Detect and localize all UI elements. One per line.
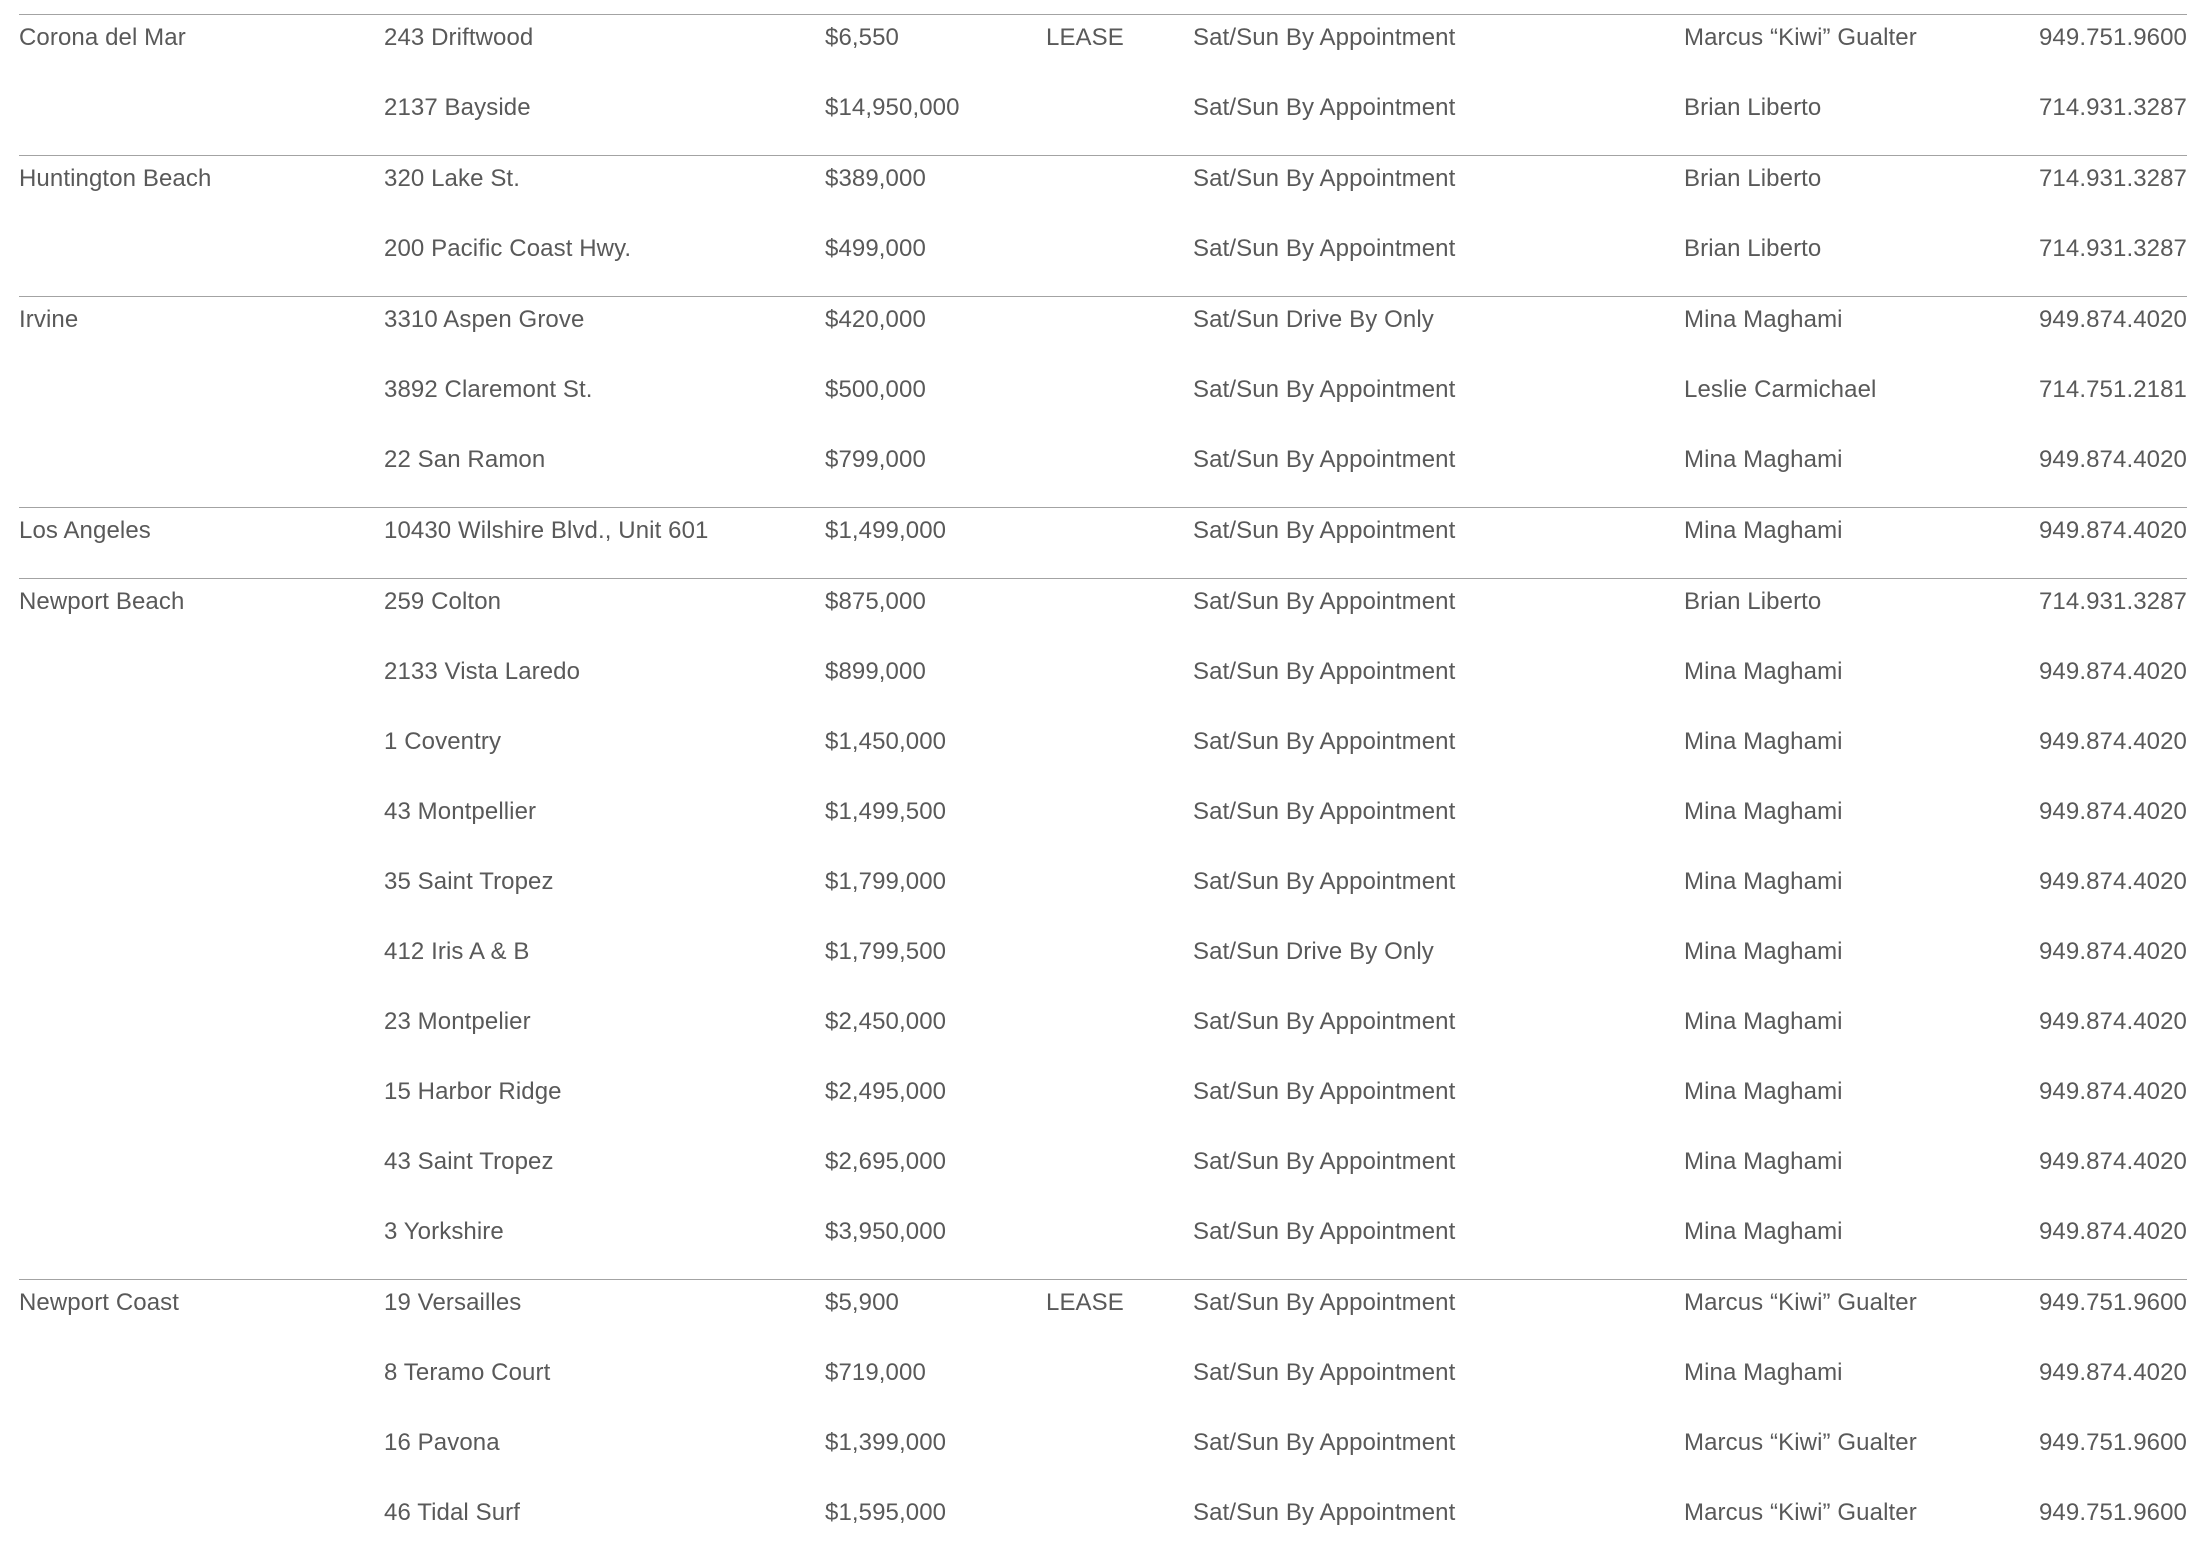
- listing-row: [19, 929, 2187, 999]
- showing-schedule: Sat/Sun By Appointment: [1193, 1218, 1456, 1245]
- listing-price: $1,450,000: [825, 728, 947, 755]
- listing-type: LEASE: [1046, 24, 1124, 51]
- listing-price: $899,000: [825, 658, 926, 685]
- agent-name: Marcus “Kiwi” Gualter: [1684, 1499, 1917, 1526]
- listing-row: [19, 719, 2187, 789]
- agent-phone: 949.751.9600: [2038, 24, 2187, 51]
- agent-phone: 949.874.4020: [2038, 728, 2187, 755]
- listing-price: $1,595,000: [825, 1499, 947, 1526]
- agent-phone: 949.874.4020: [2038, 446, 2187, 473]
- listing-price: $1,799,500: [825, 938, 947, 965]
- listing-price: $719,000: [825, 1359, 926, 1386]
- agent-phone: 949.874.4020: [2038, 1218, 2187, 1245]
- showing-schedule: Sat/Sun By Appointment: [1193, 165, 1456, 192]
- listing-address: 320 Lake St.: [384, 165, 520, 192]
- listing-address: 2133 Vista Laredo: [384, 658, 581, 685]
- agent-phone: 949.874.4020: [2038, 798, 2187, 825]
- agent-name: Leslie Carmichael: [1684, 376, 1877, 403]
- listing-price: $1,799,000: [825, 868, 947, 895]
- agent-name: Mina Maghami: [1684, 868, 1843, 895]
- showing-schedule: Sat/Sun By Appointment: [1193, 24, 1456, 51]
- listing-row: [19, 508, 2187, 578]
- showing-schedule: Sat/Sun By Appointment: [1193, 798, 1456, 825]
- showing-schedule: Sat/Sun Drive By Only: [1193, 306, 1434, 333]
- city-group: [19, 1279, 2187, 1560]
- showing-schedule: Sat/Sun By Appointment: [1193, 94, 1456, 121]
- city-group: [19, 578, 2187, 1279]
- listing-address: 8 Teramo Court: [384, 1359, 551, 1386]
- listing-address: 3892 Claremont St.: [384, 376, 593, 403]
- showing-schedule: Sat/Sun By Appointment: [1193, 728, 1456, 755]
- showing-schedule: Sat/Sun By Appointment: [1193, 1499, 1456, 1526]
- listing-address: 10430 Wilshire Blvd., Unit 601: [384, 517, 709, 544]
- listing-address: 243 Driftwood: [384, 24, 534, 51]
- listing-row: [19, 1209, 2187, 1279]
- listing-address: 35 Saint Tropez: [384, 868, 554, 895]
- city-name: Irvine: [19, 306, 79, 333]
- listing-row: [19, 85, 2187, 155]
- listing-row: [19, 789, 2187, 859]
- listing-address: 23 Montpelier: [384, 1008, 531, 1035]
- city-group: [19, 296, 2187, 507]
- listing-row: [19, 999, 2187, 1069]
- city-name: Newport Beach: [19, 588, 185, 615]
- city-group: [19, 14, 2187, 155]
- city-name: Newport Coast: [19, 1289, 180, 1316]
- listing-address: 2137 Bayside: [384, 94, 531, 121]
- agent-phone: 949.874.4020: [2038, 938, 2187, 965]
- listing-price: $2,450,000: [825, 1008, 947, 1035]
- listing-address: 3 Yorkshire: [384, 1218, 504, 1245]
- listing-price: $499,000: [825, 235, 926, 262]
- agent-phone: 714.931.3287: [2038, 94, 2187, 121]
- listing-address: 19 Versailles: [384, 1289, 522, 1316]
- agent-name: Brian Liberto: [1684, 588, 1822, 615]
- city-name: Corona del Mar: [19, 24, 186, 51]
- listing-price: $1,499,500: [825, 798, 947, 825]
- showing-schedule: Sat/Sun By Appointment: [1193, 1289, 1456, 1316]
- agent-phone: 949.874.4020: [2038, 1359, 2187, 1386]
- agent-name: Mina Maghami: [1684, 798, 1843, 825]
- agent-name: Marcus “Kiwi” Gualter: [1684, 1289, 1917, 1316]
- showing-schedule: Sat/Sun By Appointment: [1193, 517, 1456, 544]
- listing-address: 1 Coventry: [384, 728, 502, 755]
- agent-phone: 949.874.4020: [2038, 1078, 2187, 1105]
- agent-phone: 714.931.3287: [2038, 588, 2187, 615]
- agent-name: Mina Maghami: [1684, 517, 1843, 544]
- open-house-listings: [19, 14, 2187, 1560]
- agent-phone: 949.874.4020: [2038, 658, 2187, 685]
- showing-schedule: Sat/Sun By Appointment: [1193, 588, 1456, 615]
- agent-phone: 949.874.4020: [2038, 306, 2187, 333]
- listing-row: [19, 297, 2187, 367]
- showing-schedule: Sat/Sun By Appointment: [1193, 1008, 1456, 1035]
- agent-name: Marcus “Kiwi” Gualter: [1684, 1429, 1917, 1456]
- agent-name: Mina Maghami: [1684, 1218, 1843, 1245]
- listing-row: [19, 226, 2187, 296]
- listing-address: 200 Pacific Coast Hwy.: [384, 235, 632, 262]
- agent-name: Brian Liberto: [1684, 235, 1822, 262]
- listing-price: $6,550: [825, 24, 900, 51]
- listing-address: 259 Colton: [384, 588, 502, 615]
- listing-type: LEASE: [1046, 1289, 1124, 1316]
- listing-row: [19, 859, 2187, 929]
- city-name: Huntington Beach: [19, 165, 212, 192]
- listing-row: [19, 156, 2187, 226]
- showing-schedule: Sat/Sun By Appointment: [1193, 376, 1456, 403]
- agent-phone: 949.751.9600: [2038, 1429, 2187, 1456]
- agent-phone: 714.931.3287: [2038, 235, 2187, 262]
- listing-row: [19, 437, 2187, 507]
- listing-address: 43 Montpellier: [384, 798, 537, 825]
- showing-schedule: Sat/Sun By Appointment: [1193, 1429, 1456, 1456]
- listing-price: $500,000: [825, 376, 926, 403]
- city-group: [19, 507, 2187, 578]
- listing-price: $14,950,000: [825, 94, 960, 121]
- listing-price: $5,900: [825, 1289, 900, 1316]
- listing-row: [19, 1490, 2187, 1560]
- agent-name: Mina Maghami: [1684, 446, 1843, 473]
- agent-name: Brian Liberto: [1684, 165, 1822, 192]
- agent-name: Mina Maghami: [1684, 1359, 1843, 1386]
- agent-phone: 714.931.3287: [2038, 165, 2187, 192]
- listing-price: $799,000: [825, 446, 926, 473]
- city-group: [19, 155, 2187, 296]
- showing-schedule: Sat/Sun By Appointment: [1193, 658, 1456, 685]
- listing-row: [19, 1350, 2187, 1420]
- listing-price: $3,950,000: [825, 1218, 947, 1245]
- listing-address: 16 Pavona: [384, 1429, 500, 1456]
- agent-name: Mina Maghami: [1684, 938, 1843, 965]
- listing-price: $389,000: [825, 165, 926, 192]
- agent-name: Mina Maghami: [1684, 1078, 1843, 1105]
- agent-phone: 949.874.4020: [2038, 1008, 2187, 1035]
- agent-phone: 949.751.9600: [2038, 1499, 2187, 1526]
- listing-price: $2,495,000: [825, 1078, 947, 1105]
- listing-address: 22 San Ramon: [384, 446, 546, 473]
- listing-price: $1,499,000: [825, 517, 947, 544]
- agent-phone: 949.874.4020: [2038, 868, 2187, 895]
- listing-row: [19, 579, 2187, 649]
- listing-price: $875,000: [825, 588, 926, 615]
- listing-price: $420,000: [825, 306, 926, 333]
- agent-name: Mina Maghami: [1684, 1008, 1843, 1035]
- listing-row: [19, 15, 2187, 85]
- showing-schedule: Sat/Sun By Appointment: [1193, 1148, 1456, 1175]
- showing-schedule: Sat/Sun By Appointment: [1193, 235, 1456, 262]
- agent-name: Mina Maghami: [1684, 728, 1843, 755]
- listing-row: [19, 1069, 2187, 1139]
- agent-name: Brian Liberto: [1684, 94, 1822, 121]
- listing-address: 46 Tidal Surf: [384, 1499, 521, 1526]
- agent-phone: 949.751.9600: [2038, 1289, 2187, 1316]
- showing-schedule: Sat/Sun By Appointment: [1193, 446, 1456, 473]
- listing-price: $1,399,000: [825, 1429, 947, 1456]
- agent-phone: 714.751.2181: [2038, 376, 2187, 403]
- listing-row: [19, 1139, 2187, 1209]
- agent-name: Mina Maghami: [1684, 1148, 1843, 1175]
- showing-schedule: Sat/Sun Drive By Only: [1193, 938, 1434, 965]
- agent-name: Marcus “Kiwi” Gualter: [1684, 24, 1917, 51]
- listing-row: [19, 649, 2187, 719]
- showing-schedule: Sat/Sun By Appointment: [1193, 1078, 1456, 1105]
- listing-row: [19, 367, 2187, 437]
- listing-address: 15 Harbor Ridge: [384, 1078, 562, 1105]
- listing-address: 43 Saint Tropez: [384, 1148, 554, 1175]
- agent-name: Mina Maghami: [1684, 658, 1843, 685]
- listing-address: 3310 Aspen Grove: [384, 306, 585, 333]
- agent-name: Mina Maghami: [1684, 306, 1843, 333]
- listing-row: [19, 1420, 2187, 1490]
- listing-row: [19, 1280, 2187, 1350]
- agent-phone: 949.874.4020: [2038, 517, 2187, 544]
- agent-phone: 949.874.4020: [2038, 1148, 2187, 1175]
- listing-price: $2,695,000: [825, 1148, 947, 1175]
- city-name: Los Angeles: [19, 517, 151, 544]
- showing-schedule: Sat/Sun By Appointment: [1193, 868, 1456, 895]
- showing-schedule: Sat/Sun By Appointment: [1193, 1359, 1456, 1386]
- listing-address: 412 Iris A & B: [384, 938, 530, 965]
